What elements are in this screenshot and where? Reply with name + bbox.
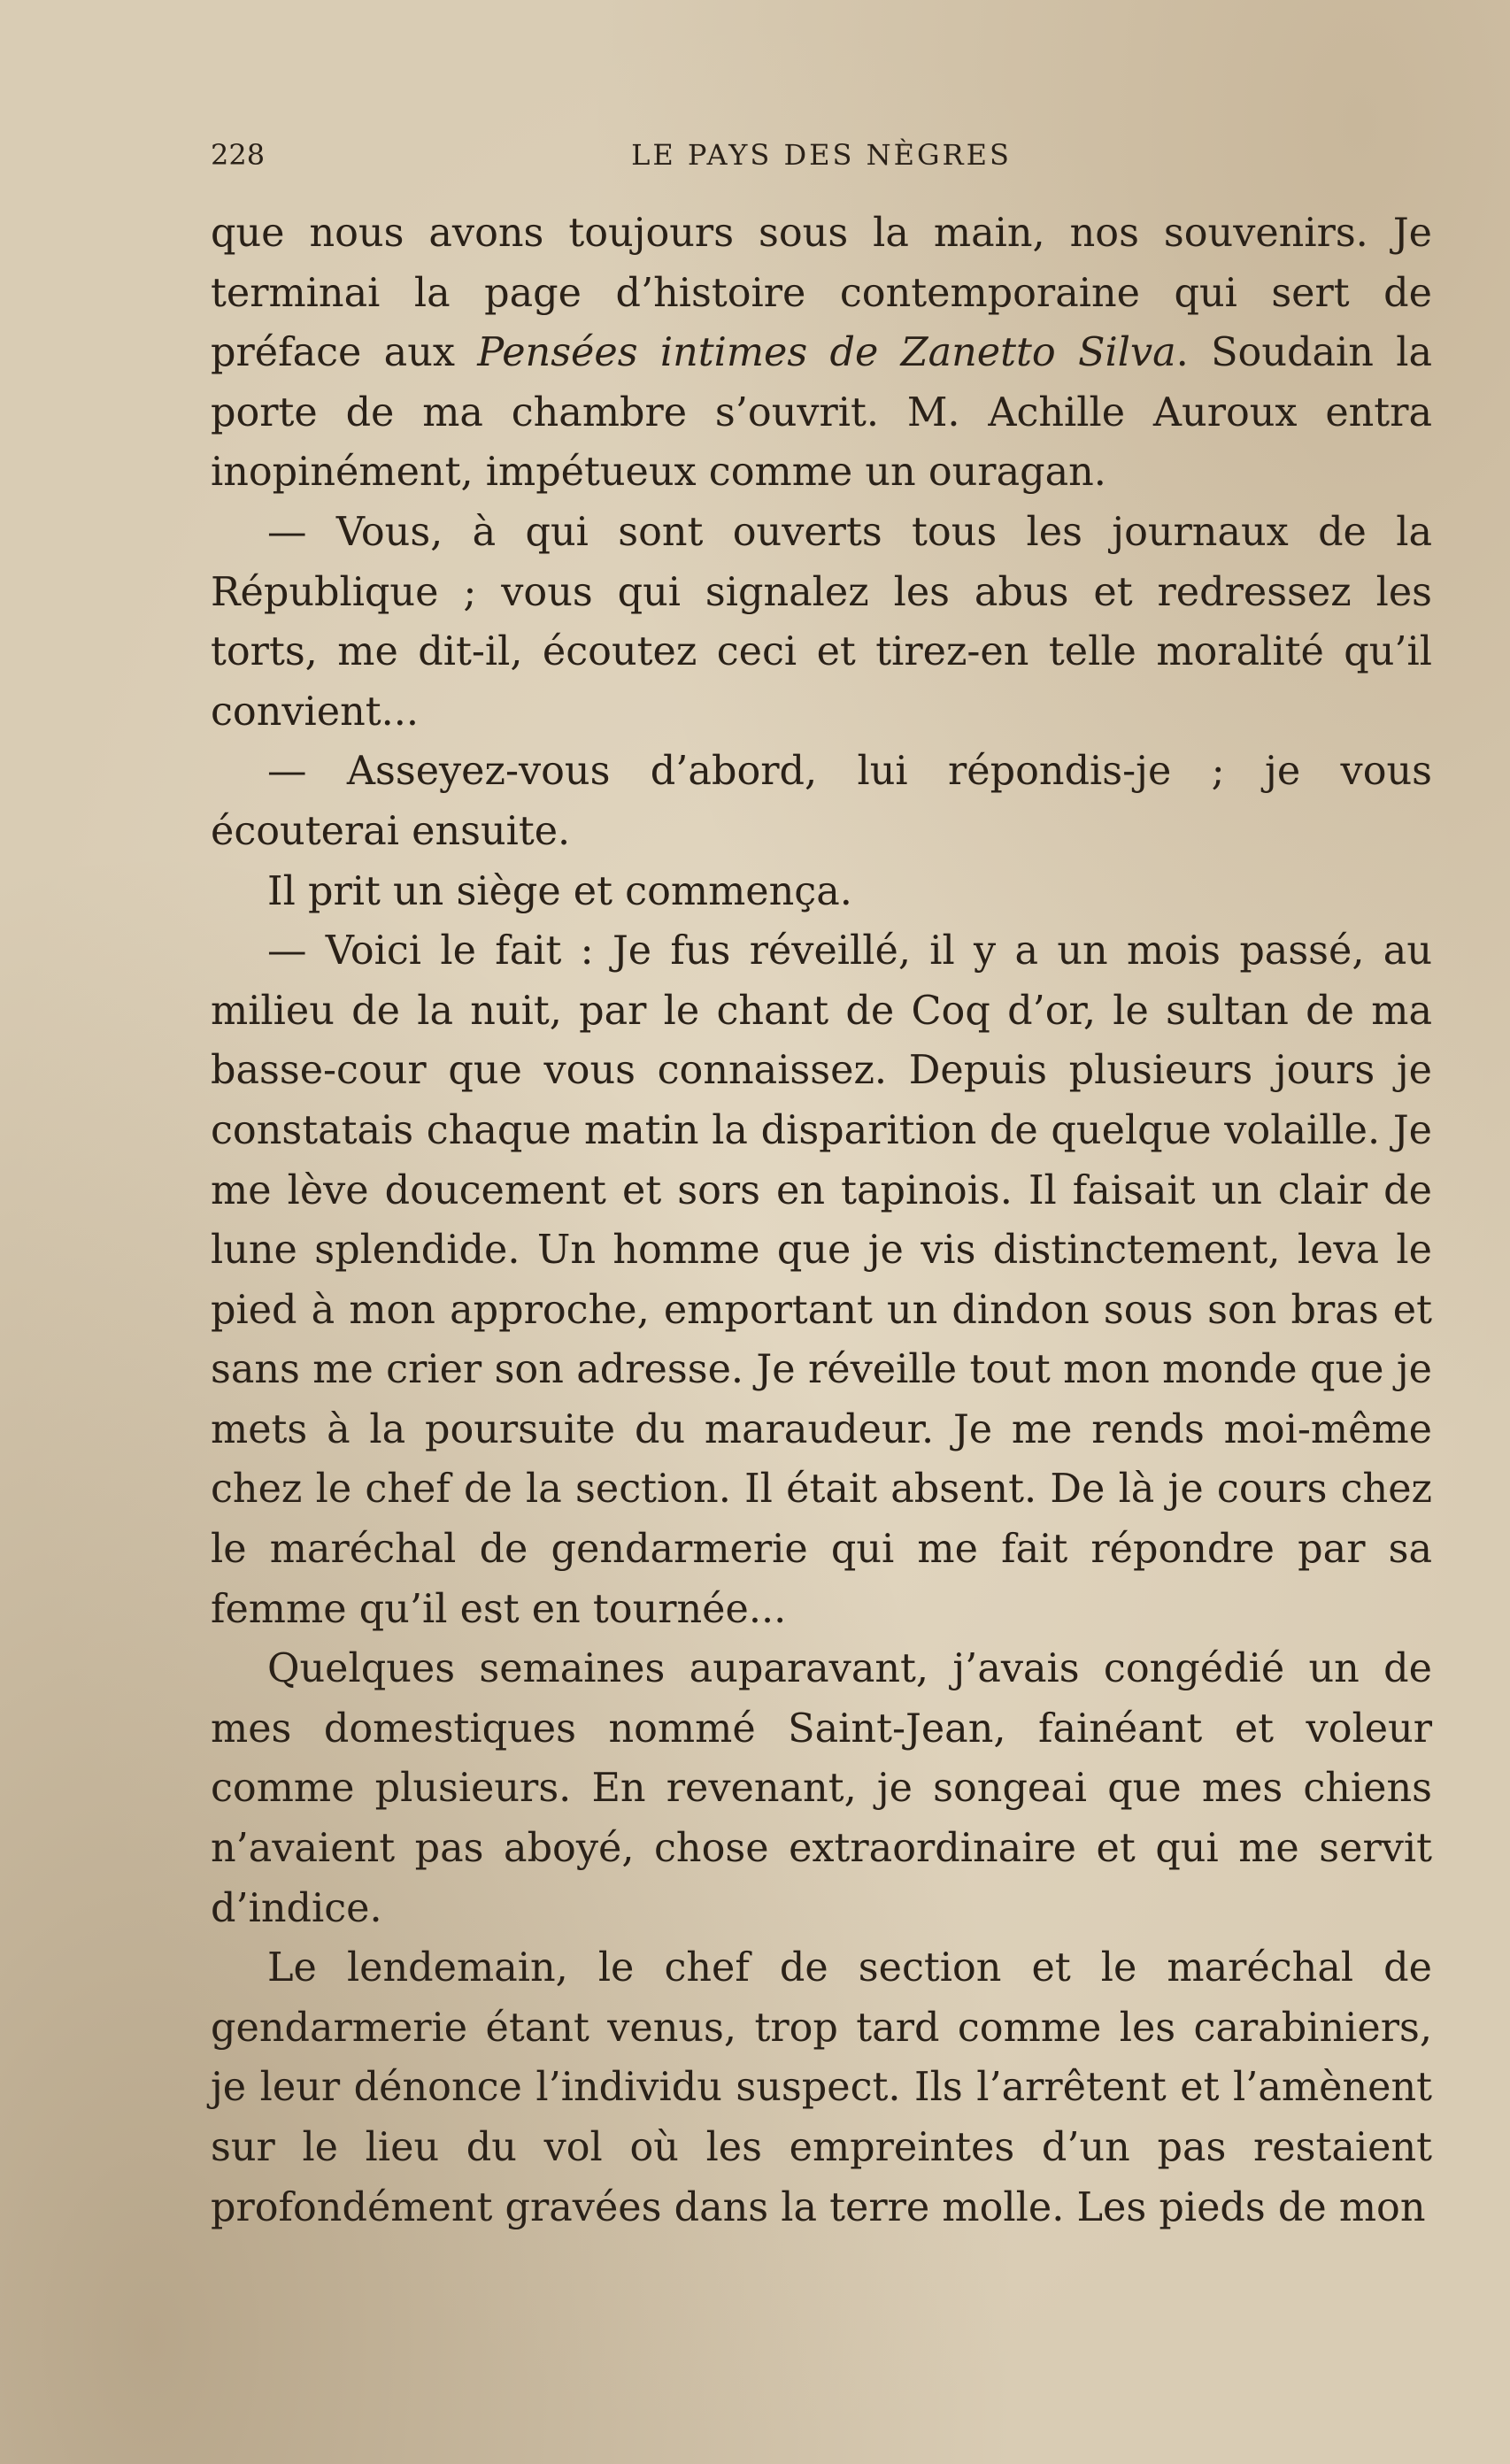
paragraph-text: que nous avons toujours sous la main, nos souvenirs. Je terminai la page d’histoire contemporaine qui sert de préface aux: [211, 211, 1432, 376]
running-head: [211, 133, 1432, 177]
page-number: 228: [211, 138, 266, 172]
body-text: [211, 204, 1432, 2237]
paragraph-text: . Soudain la porte de ma chambre s’ouvrit. M. Achille Auroux entra inopinément, impétueux comme un ouragan.: [211, 330, 1432, 496]
paragraph: — Asseyez-vous d’abord, lui répondis-je ; je vous écouterai ensuite.: [211, 749, 1432, 854]
paragraph: — Voici le fait : Je fus réveillé, il y a un mois passé, au milieu de la nuit, par le chant de Coq d’or, le sultan de ma basse-cour que vous connaissez. Depuis plusieurs jours je constatais chaque matin la disparition de quelque volaille. Je me lève doucement et sors en tapinois. Il faisait un clair de lune splendide. Un homme que je vis distinctement, leva le pied à mon approche, emportant un dindon sous son bras et sans me crier son adresse. Je réveille tout mon monde que je mets à la poursuite du maraudeur. Je me rends moi-même chez le chef de la section. Il était absent. De là je cours chez le maréchal de gendarmerie qui me fait répondre par sa femme qu’il est en tournée...: [211, 928, 1432, 1632]
running-title: LE PAYS DES NÈGRES: [631, 138, 1012, 172]
paragraph: Quelques semaines auparavant, j’avais congédié un de mes domestiques nommé Saint-Jean, fainéant et voleur comme plusieurs. En revenant, je songeai que mes chiens n’avaient pas aboyé, chose extraordinaire et qui me servit d’indice.: [211, 1646, 1432, 1931]
book-page: [211, 133, 1432, 2399]
book-title-italic: Pensées intimes de Zanetto Silva: [477, 330, 1176, 376]
paragraph: Il prit un siège et commença.: [267, 868, 852, 914]
paragraph: [211, 204, 1432, 503]
paragraph: Le lendemain, le chef de section et le maréchal de gendarmerie étant venus, trop tard comme les carabiniers, je leur dénonce l’individu suspect. Ils l’arrêtent et l’amènent sur le lieu du vol où les empreintes d’un pas restaient profondément gravées dans la terre molle. Les pieds de mon: [211, 1945, 1432, 2230]
paragraph: — Vous, à qui sont ouverts tous les journaux de la République ; vous qui signalez les abus et redressez les torts, me dit-il, écoutez ceci et tirez-en telle moralité qu’il convient...: [211, 509, 1432, 735]
